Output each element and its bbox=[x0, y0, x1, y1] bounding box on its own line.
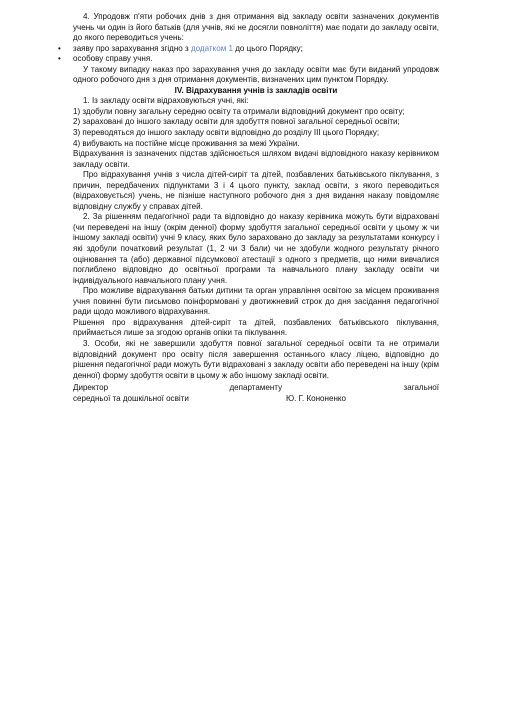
signature-block bbox=[73, 383, 439, 404]
paragraph-expulsion-intro: 1. Із закладу освіти відраховуються учні, які: bbox=[83, 96, 249, 106]
paragraph-council-decision: 2. За рішенням педагогічної ради та відповідно до наказу керівника можуть бути відраховані (чи переведені на іншу (окрім денної) форму здобуття загальної середньої освіти у цьому ж чи іншому закладі освіти) учні 9 класу, яких було зараховано до закладу за результатами конкурсу і які здобули початковий результат (1, 2 чи 3 бали) чи не здобули жодного результату річного оцінювання та (або) державної підсумкової атестації з одного з предметів, що ними вивчалися поглиблено відповідно до освітньої програми та навчального плану закладу освіти чи індивідуального навчального плану учня. bbox=[73, 212, 439, 285]
annex-1-link[interactable]: додатком 1 bbox=[190, 43, 233, 53]
paragraph-parents-notice: Про можливе відрахування батьки дитини та орган управління освітою за місцем проживання учня повинні бути письмово поінформовані у двотижневий строк до дня засідання педагогічної ради щодо можливого відрахування. bbox=[73, 286, 439, 317]
list-item: 1) здобули повну загальну середню освіту та отримали відповідний документ про освіту; bbox=[73, 106, 405, 116]
bullet-application-tail: до цього Порядку; bbox=[235, 43, 303, 53]
bullet-application-text: заяву про зарахування згідно з bbox=[73, 43, 189, 53]
paragraph-transfer-deadline: 4. Упродовж п'яти робочих днів з дня отримання від закладу освіти зазначених документів учень чи один із його батьків (для учнів, які не досягли повноліття) має подати до закладу освіти, до якого переводиться учень: bbox=[73, 12, 439, 43]
signature-director: Директор bbox=[73, 383, 109, 393]
signatory-name: Ю. Г. Кононенко bbox=[286, 393, 346, 403]
bullet-personal-file bbox=[58, 54, 439, 65]
paragraph-guardianship-consent: Рішення про відрахування дітей-сиріт та дітей, позбавлених батьківського піклування, приймається лише за згодою органів опіки та піклування. bbox=[73, 317, 439, 338]
paragraph-incomplete-education: 3. Особи, які не завершили здобуття повної загальної середньої освіти та не отримали відповідний документ про освіту після завершення останнього класу ліцею, відповідно до рішення педагогічної ради можуть бути відраховані з закладу освіти або переведені на іншу (крім денної) форму здобуття освіти в цьому ж або іншому закладі освіти. bbox=[73, 338, 439, 380]
paragraph-order-issue: Відрахування із зазначених підстав здійснюється шляхом видачі відповідного наказу керівником закладу освіти. bbox=[73, 149, 439, 169]
bullet-marker: • bbox=[58, 43, 61, 53]
list-item: 3) переводяться до іншого закладу освіти відповідно до розділу III цього Порядку; bbox=[73, 128, 380, 138]
list-item: 2) зараховані до іншого закладу освіти для здобуття повної загальної середньої освіти; bbox=[73, 117, 400, 127]
paragraph-enrollment-order: У такому випадку наказ про зарахування учня до закладу освіти має бути виданий упродовж одного робочого дня з дня отримання документів, визначених цим пунктом Порядку. bbox=[73, 64, 439, 85]
signature-department-line2: середньої та дошкільної освіти bbox=[73, 393, 189, 403]
signature-general: загальної bbox=[403, 383, 439, 393]
bullet-application bbox=[58, 43, 439, 55]
document-page bbox=[58, 12, 439, 404]
section-heading: IV. Відрахування учнів із закладів освіти bbox=[174, 85, 338, 95]
paragraph-orphans-notice: Про відрахування учнів з числа дітей-сиріт та дітей, позбавлених батьківського піклування, з причин, передбачених підпунктами 3 і 4 цього пункту, заклад освіти, з якого переводиться (відраховується) учень, не пізніше наступного робочого дня з дня видання наказу повідомляє відповідну службу у справах дітей. bbox=[73, 170, 439, 211]
bullet-marker: • bbox=[58, 54, 61, 64]
signature-department: департаменту bbox=[229, 383, 283, 393]
list-item: 4) вибувають на постійне місце проживання за межі України. bbox=[73, 138, 300, 148]
bullet-personal-file-text: особову справу учня. bbox=[73, 54, 153, 64]
